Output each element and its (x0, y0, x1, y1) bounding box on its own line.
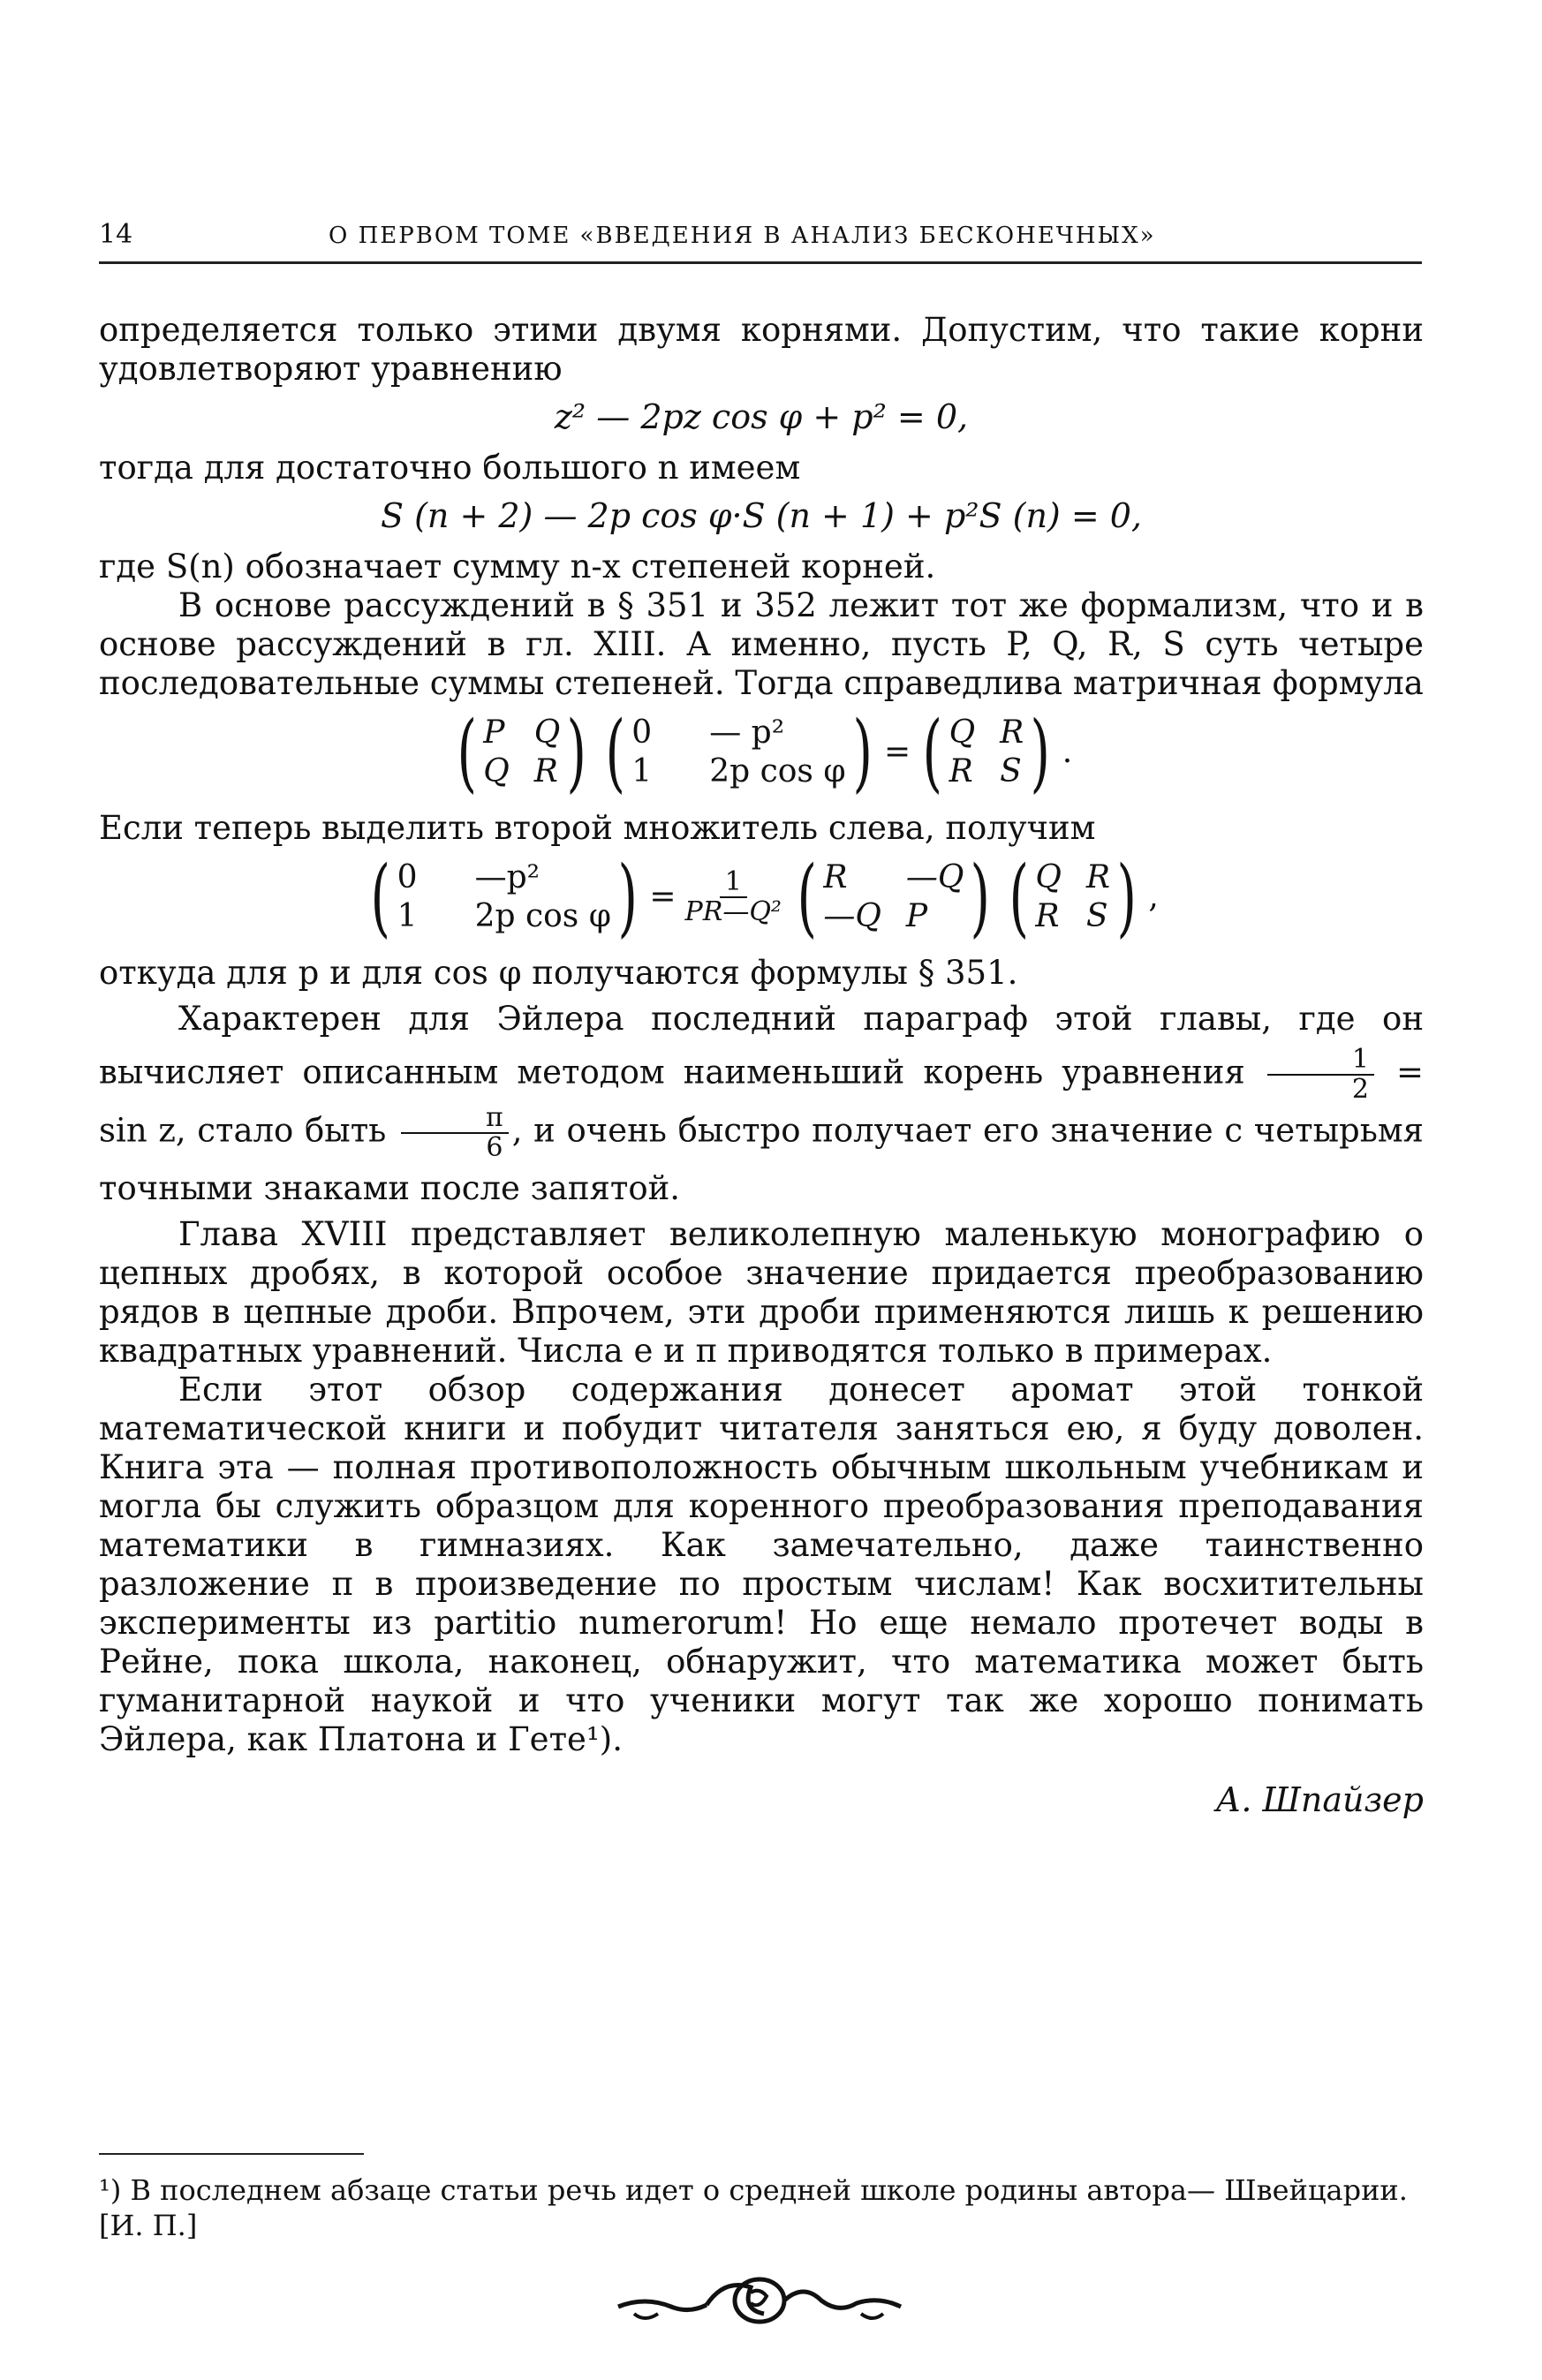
matrix-cell: R (1000, 714, 1024, 751)
matrix-cell: 0 (397, 859, 418, 895)
punctuation: , (1148, 879, 1159, 915)
paragraph: откуда для p и для cos φ получаются формулы § 351. (99, 954, 1018, 992)
page-number: 14 (99, 219, 133, 250)
matrix-cell: S (1085, 898, 1108, 934)
fraction-denominator: 2 (1351, 1074, 1369, 1105)
matrix-cell: R (1085, 859, 1110, 895)
author-signature: А. Шпайзер (1215, 1780, 1424, 1819)
matrix-cell: —p² (474, 859, 540, 895)
decorative-vignette-icon (609, 2261, 910, 2340)
matrix: ( 0 — p² 1 2p cos φ ) (605, 703, 873, 802)
footnote-divider (99, 2153, 364, 2155)
equals-sign: = (884, 734, 911, 770)
matrix-cell: 1 (397, 898, 418, 934)
matrix-cell: P (905, 898, 928, 934)
matrix-formula-1 (99, 703, 1424, 802)
matrix: ( Q R R S ) (922, 703, 1051, 802)
paragraph (99, 993, 1424, 1215)
matrix-cell: Q (1035, 859, 1062, 895)
paragraph-text: Характерен для Эйлера последний параграф этой главы, где он вычисляет описанным методом наименьший корень уравнения (99, 1000, 1424, 1092)
matrix-cell: R (533, 753, 558, 790)
matrix: ( 0 —p² 1 2p cos φ ) (370, 848, 638, 947)
paragraph-text: = sin z, стало быть (99, 1053, 1424, 1150)
paragraph: Глава XVIII представляет великолепную маленькую монографию о цепных дробях, в которой особое значение придается преобразованию рядов в цепные дроби. Впрочем, эти дроби применяются лишь к решению квадратных уравнений. Числа e и π приводятся только в примерах. (99, 1215, 1424, 1370)
matrix-cell: 2p cos φ (709, 753, 846, 790)
fraction-numerator: π (401, 1104, 509, 1134)
matrix-cell: R (823, 859, 848, 895)
fraction (401, 1104, 509, 1162)
fraction (685, 868, 782, 926)
matrix-cell: Q (949, 714, 976, 751)
matrix: ( P Q Q R ) (457, 703, 587, 802)
matrix-cell: R (949, 753, 973, 790)
matrix-cell: — p² (709, 714, 785, 751)
fraction (1267, 1046, 1374, 1104)
fraction-denominator: PR—Q² (684, 896, 782, 927)
matrix-cell: P (483, 714, 505, 751)
matrix: ( R —Q —Q P ) (797, 848, 991, 947)
paragraph: где S(n) обозначает сумму n-х степеней корней. (99, 548, 936, 586)
paragraph: определяется только этими двумя корнями. Допустим, что такие корни удовлетворяют уравнению (99, 311, 1424, 388)
matrix-formula-2 (99, 848, 1424, 947)
matrix: ( Q R R S ) (1009, 848, 1137, 947)
matrix-cell: 0 (631, 714, 653, 751)
page-header (99, 217, 1422, 264)
matrix-cell: 1 (631, 753, 653, 790)
matrix-cell: —Q (905, 859, 964, 895)
fraction-numerator: 1 (720, 868, 747, 898)
matrix-cell: Q (483, 753, 510, 790)
matrix-cell: S (1000, 753, 1022, 790)
equals-sign: = (649, 879, 677, 915)
page-body (99, 311, 1424, 1819)
matrix-cell: Q (533, 714, 561, 751)
matrix-cell: —Q (823, 898, 881, 934)
fraction-numerator: 1 (1267, 1046, 1374, 1076)
matrix-cell: 2p cos φ (474, 898, 611, 934)
equation: S (n + 2) — 2p cos φ·S (n + 1) + p²S (n) = 0, (380, 496, 1143, 535)
paragraph: Если теперь выделить второй множитель слева, получим (99, 809, 1096, 847)
paragraph: В основе рассуждений в § 351 и 352 лежит тот же формализм, что и в основе рассуждений в гл. XIII. А именно, пусть P, Q, R, S суть четыре последовательные суммы степеней. Тогда справедлива матричная формула (99, 586, 1424, 702)
running-title: О ПЕРВОМ ТОМЕ «ВВЕДЕНИЯ В АНАЛИЗ БЕСКОНЕЧНЫХ» (329, 223, 1156, 249)
paragraph: тогда для достаточно большого n имеем (99, 449, 801, 487)
paragraph: Если этот обзор содержания донесет аромат этой тонкой математической книги и побудит читателя заняться ею, я буду доволен. Книга эта — полная противоположность обычным школьным учебникам и могла бы служить образцом для коренного преобразования преподавания математики в гимназиях. Как замечательно, даже таинственно разложение π в произведение по простым числам! Как восхитительны эксперименты из partitio numerorum! Но еще немало протечет воды в Рейне, пока школа, наконец, обнаружит, что математика может быть гуманитарной наукой и что ученики могут так же хорошо понимать Эйлера, как Платона и Гете¹). (99, 1371, 1424, 1758)
equation: z² — 2pz cos φ + p² = 0, (554, 397, 969, 436)
fraction-denominator: 6 (486, 1132, 503, 1163)
punctuation: . (1062, 734, 1073, 770)
matrix-cell: R (1035, 898, 1060, 934)
paragraph-text: , и очень быстро получает его значение с четырьмя точными знаками после запятой. (99, 1111, 1424, 1207)
footnote: ¹) В последнем абзаце статьи речь идет о средней школе родины автора— Швейцарии. [И. П.] (99, 2173, 1408, 2242)
